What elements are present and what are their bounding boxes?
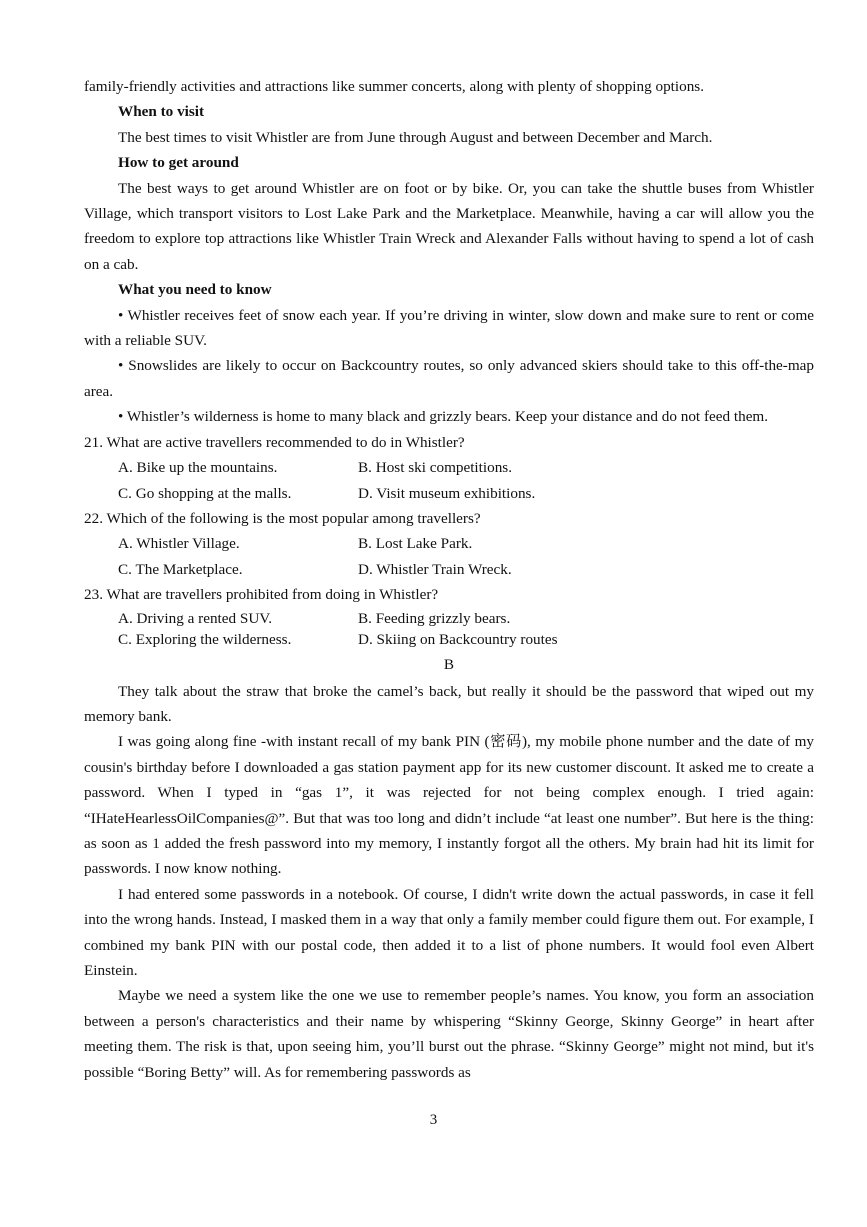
- paragraph-when-to-visit: The best times to visit Whistler are from June through August and between December and March.: [118, 128, 713, 146]
- question-22: 22. Which of the following is the most popular among travellers?: [84, 509, 481, 527]
- heading-what-you-need-to-know: What you need to know: [118, 281, 272, 299]
- passage-a-continuation: family-friendly activities and attractions like summer concerts, along with plenty of shopping options.: [84, 78, 705, 95]
- section-label-b: B: [443, 655, 455, 673]
- options-21: [84, 455, 814, 506]
- option-23-d: D. Skiing on Backcountry routes: [358, 631, 558, 649]
- option-21-c: C. Go shopping at the malls.: [118, 484, 292, 502]
- option-21-d: D. Visit museum exhibitions.: [358, 484, 536, 502]
- option-22-b: B. Lost Lake Park.: [358, 535, 473, 553]
- option-23-c: C. Exploring the wilderness.: [118, 631, 292, 649]
- passage-b-paragraph-1: They talk about the straw that broke the camel’s back, but really it should be the password that wiped out my memory bank.: [84, 682, 814, 725]
- passage-b-paragraph-3: I had entered some passwords in a notebook. Of course, I didn't write down the actual passwords, in case it fell into the wrong hands. Instead, I masked them in a way that only a family member could figure them out. For example, I combined my bank PIN with our postal code, then added it to a list of phone numbers. It would fool even Albert Einstein.: [84, 885, 814, 979]
- page-number: 3: [429, 1112, 438, 1128]
- option-23-a: A. Driving a rented SUV.: [118, 609, 273, 627]
- heading-when-to-visit: When to visit: [118, 103, 205, 121]
- option-22-a: A. Whistler Village.: [118, 535, 240, 553]
- option-23-b: B. Feeding grizzly bears.: [358, 609, 511, 627]
- document-page: [84, 74, 814, 1085]
- option-21-b: B. Host ski competitions.: [358, 459, 512, 477]
- paragraph-how-to-get-around: The best ways to get around Whistler are on foot or by bike. Or, you can take the shuttle buses from Whistler Village, which transport visitors to Lost Lake Park and the Marketplace. Meanwhile, having a car will allow you the freedom to explore top attractions like Whistler Train Wreck and Alexander Falls without having to spend a lot of cash on a cab.: [84, 179, 814, 273]
- question-23: 23. What are travellers prohibited from doing in Whistler?: [84, 586, 439, 604]
- option-22-c: C. The Marketplace.: [118, 560, 243, 578]
- bullet-bears: • Whistler’s wilderness is home to many black and grizzly bears. Keep your distance and do not feed them.: [118, 408, 769, 426]
- question-21: 21. What are active travellers recommended to do in Whistler?: [84, 433, 465, 451]
- option-21-a: A. Bike up the mountains.: [118, 459, 278, 477]
- options-22: [84, 531, 814, 582]
- passage-b-paragraph-4: Maybe we need a system like the one we use to remember people’s names. You know, you form an association between a person's characteristics and their name by whispering “Skinny George, Skinny George” in heart after meeting them. The risk is that, upon seeing him, you’ll burst out the phrase. “Skinny George” might not mind, but it's possible “Boring Betty” will. As for remembering passwords as: [84, 987, 814, 1081]
- bullet-snow: • Whistler receives feet of snow each year. If you’re driving in winter, slow down and make sure to rent or come with a reliable SUV.: [84, 306, 814, 350]
- option-22-d: D. Whistler Train Wreck.: [358, 560, 512, 578]
- passage-b-paragraph-2: I was going along fine -with instant recall of my bank PIN (密码), my mobile phone number and the date of my cousin's birthday before I downloaded a gas station payment app for its new customer discount. It asked me to create a password. When I typed in “gas 1”, it was rejected for not being complex enough. I tried again: “IHateHearlessOilCompanies@”. But that was too long and didn’t include “at least one number”. But here is the thing: as soon as 1 added the fresh password into my memory, I instantly forgot all the others. My brain had hit its limit for passwords. I now know nothing.: [84, 733, 814, 878]
- options-23: [84, 608, 814, 651]
- bullet-snowslides: • Snowslides are likely to occur on Backcountry routes, so only advanced skiers should take to this off-the-map area.: [84, 357, 814, 400]
- heading-how-to-get-around: How to get around: [118, 154, 239, 172]
